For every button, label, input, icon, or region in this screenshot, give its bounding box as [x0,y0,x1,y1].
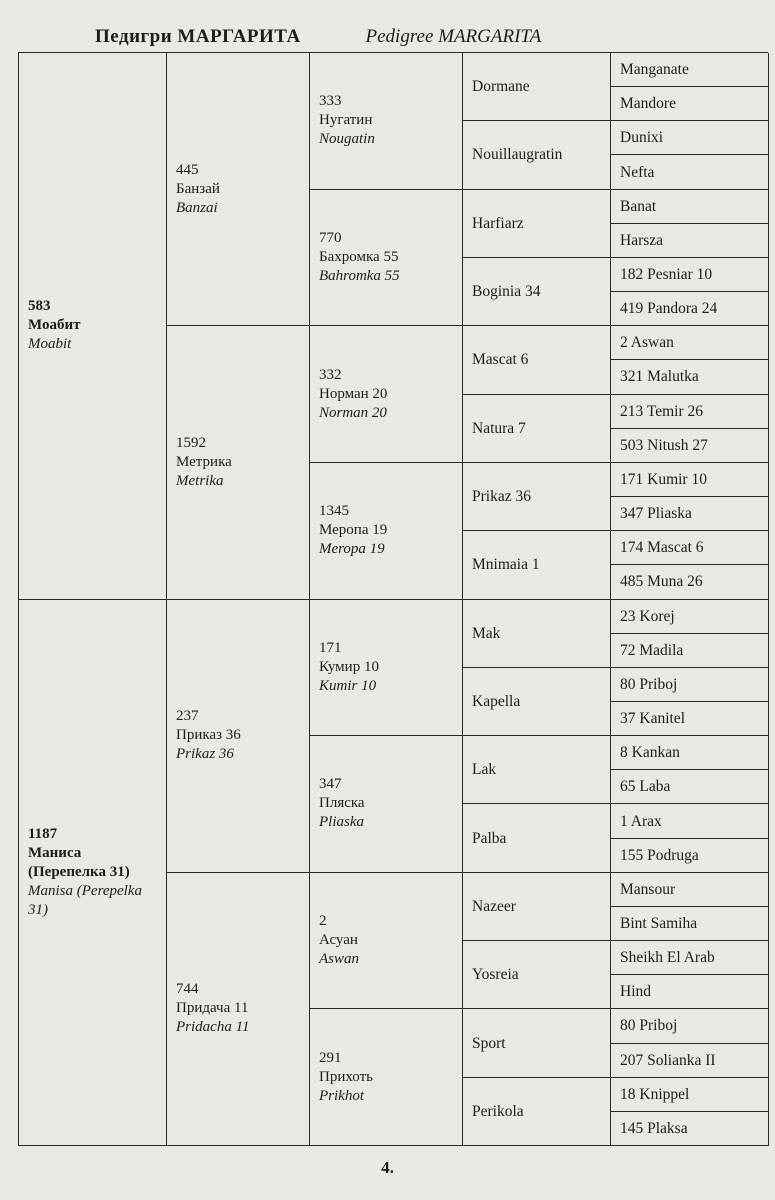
gen5-cell [611,1044,769,1078]
gen4-cell [463,804,611,872]
horse-name: Nazeer [472,897,516,915]
horse-number: 2 [319,913,327,930]
horse-name: 80 Priboj [620,675,678,693]
horse-name-english: Metrika [176,472,224,489]
horse-name-russian: Асуан [319,932,358,949]
horse-name: 145 Plaksa [620,1119,688,1137]
great-grandparent-cell [310,1009,463,1146]
horse-name-english: Pliaska [319,814,364,831]
gen5-cell [611,600,769,634]
horse-number: 770 [319,229,342,246]
gen4-cell [463,326,611,394]
horse-name: 207 Solianka II [620,1051,716,1069]
horse-name-russian: Меропа 19 [319,522,388,539]
great-grandparent-cell [310,736,463,873]
horse-name: Perikola [472,1102,524,1120]
gen5-cell [611,975,769,1009]
grandparent-cell [167,873,310,1146]
gen5-cell [611,429,769,463]
great-grandparent-cell [310,873,463,1010]
pedigree-table [18,52,768,1146]
horse-name-english: Banzai [176,199,218,216]
horse-name-russian: Прихоть [319,1068,373,1085]
horse-number: 1345 [319,503,349,520]
gen5-cell [611,668,769,702]
great-grandparent-cell [310,600,463,737]
gen4-cell [463,190,611,258]
horse-name: Lak [472,761,497,779]
horse-name: 1 Arax [620,812,662,830]
horse-name: Yosreia [472,966,519,984]
gen5-cell [611,907,769,941]
gen5-cell [611,1078,769,1112]
horse-name: 213 Temir 26 [620,402,704,420]
gen5-cell [611,121,769,155]
horse-name: Mandore [620,95,676,113]
horse-name: Mnimaia 1 [472,556,540,574]
gen4-cell [463,1009,611,1077]
horse-name: 182 Pesniar 10 [620,266,713,284]
horse-name: Dunixi [620,129,664,147]
page-number: 4. [381,1158,394,1177]
gen4-cell [463,463,611,531]
gen5-cell [611,1112,769,1146]
horse-name-english: Prikhot [319,1087,364,1104]
gen5-cell [611,395,769,429]
horse-name-english: Moabit [28,336,72,353]
gen4-cell [463,53,611,121]
horse-name-russian: Придача 11 [176,1000,249,1017]
horse-name: 485 Muna 26 [620,573,703,591]
gen4-cell [463,258,611,326]
great-grandparent-cell [310,463,463,600]
horse-number: 347 [319,776,342,793]
horse-name-russian: Приказ 36 [176,727,241,744]
horse-name: 321 Malutka [620,368,699,386]
gen5-cell [611,190,769,224]
horse-number: 744 [176,981,199,998]
gen5-cell [611,531,769,565]
horse-name: Palba [472,829,507,847]
gen5-cell [611,702,769,736]
horse-name: Harsza [620,231,664,249]
horse-name: 23 Korej [620,607,675,625]
horse-name-russian: Пляска [319,795,365,812]
title-russian: Педигри МАРГАРИТА [95,26,301,47]
horse-name: Natura 7 [472,419,526,437]
horse-name-russian: Маниса (Перепелка 31) [28,844,130,880]
gen4-cell [463,1078,611,1146]
gen5-cell [611,463,769,497]
horse-name-russian: Метрика [176,453,232,470]
page-title [95,26,541,48]
horse-name-russian: Норман 20 [319,385,388,402]
horse-name-english: Aswan [319,951,360,968]
horse-name: 2 Aswan [620,334,674,352]
gen5-cell [611,53,769,87]
horse-number: 1187 [28,825,58,842]
grandparent-cell [167,326,310,599]
gen4-cell [463,600,611,668]
parent-cell [19,600,167,1147]
horse-number: 237 [176,708,199,725]
horse-number: 291 [319,1049,342,1066]
horse-name: Manganate [620,61,689,79]
gen4-cell [463,531,611,599]
horse-name: 503 Nitush 27 [620,436,708,454]
horse-name: Mascat 6 [472,351,529,369]
horse-name-english: Bahromka 55 [319,267,400,284]
horse-name-english: Kumir 10 [319,677,377,694]
gen5-cell [611,736,769,770]
gen4-cell [463,668,611,736]
horse-name: 80 Priboj [620,1017,678,1035]
horse-name: 155 Podruga [620,846,699,864]
horse-name-russian: Нугатин [319,112,373,129]
gen5-cell [611,155,769,189]
horse-name: 419 Pandora 24 [620,300,718,318]
horse-number: 583 [28,298,51,315]
horse-name: Prikaz 36 [472,488,531,506]
gen5-cell [611,804,769,838]
horse-name: Nouillaugratin [472,146,563,164]
horse-name-english: Norman 20 [319,404,387,421]
gen5-cell [611,634,769,668]
horse-number: 171 [319,639,342,656]
horse-number: 445 [176,161,199,178]
horse-name-english: Manisa (Perepelka 31) [28,882,142,918]
horse-name: Mak [472,624,501,642]
horse-name: 65 Laba [620,778,671,796]
horse-name: Sheikh El Arab [620,949,715,967]
gen5-cell [611,941,769,975]
great-grandparent-cell [310,53,463,190]
parent-cell [19,53,167,600]
horse-name: 18 Knippel [620,1085,690,1103]
gen5-cell [611,1009,769,1043]
horse-name: 8 Kankan [620,744,680,762]
great-grandparent-cell [310,326,463,463]
gen4-cell [463,121,611,189]
horse-name: Bint Samiha [620,914,698,932]
horse-name: Sport [472,1034,506,1052]
horse-name: Banat [620,197,657,215]
horse-name: Hind [620,983,651,1001]
gen5-cell [611,258,769,292]
gen4-cell [463,395,611,463]
horse-name: Nefta [620,163,655,181]
horse-name-english: Pridacha 11 [176,1019,250,1036]
horse-number: 1592 [176,434,206,451]
horse-name: 347 Pliaska [620,505,692,523]
horse-name-russian: Кумир 10 [319,658,379,675]
gen5-cell [611,839,769,873]
horse-name: 171 Kumir 10 [620,470,707,488]
horse-name: 37 Kanitel [620,710,685,728]
grandparent-cell [167,600,310,873]
gen5-cell [611,497,769,531]
horse-name: Boginia 34 [472,283,541,301]
horse-name-russian: Банзай [176,180,220,197]
horse-name: 72 Madila [620,641,684,659]
gen5-cell [611,770,769,804]
gen4-cell [463,873,611,941]
horse-number: 332 [319,366,342,383]
gen4-cell [463,941,611,1009]
great-grandparent-cell [310,190,463,327]
horse-name: Harfiarz [472,214,524,232]
grandparent-cell [167,53,310,326]
gen5-cell [611,873,769,907]
gen5-cell [611,360,769,394]
horse-name-english: Prikaz 36 [176,746,234,763]
horse-name: Mansour [620,880,676,898]
gen5-cell [611,565,769,599]
horse-name-english: Meropa 19 [319,541,385,558]
horse-number: 333 [319,93,342,110]
horse-name-russian: Моабит [28,317,81,334]
horse-name-russian: Бахромка 55 [319,248,399,265]
horse-name: Dormane [472,78,530,96]
gen5-cell [611,87,769,121]
gen5-cell [611,326,769,360]
title-english: Pedigree MARGARITA [365,26,542,47]
gen5-cell [611,292,769,326]
horse-name-english: Nougatin [319,131,375,148]
horse-name: 174 Mascat 6 [620,539,704,557]
gen5-cell [611,224,769,258]
gen4-cell [463,736,611,804]
horse-name: Kapella [472,692,521,710]
